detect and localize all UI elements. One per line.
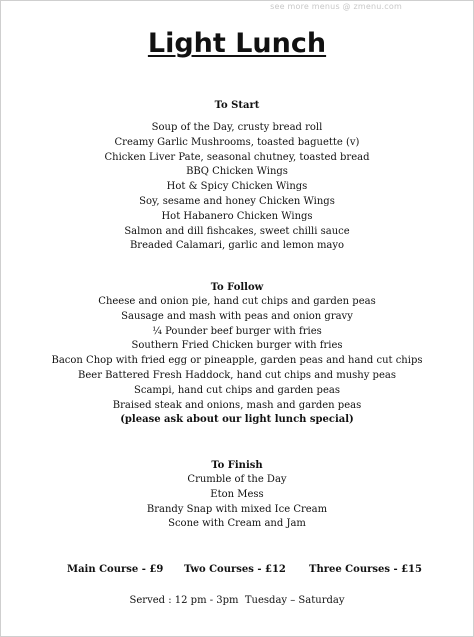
section-heading-to-start: To Start [214, 100, 260, 111]
menu-item: Hot & Spicy Chicken Wings [166, 181, 308, 193]
menu-item: Sausage and mash with peas and onion gravy [121, 310, 353, 322]
menu-item: Braised steak and onions, mash and garden peas [112, 399, 362, 411]
menu-item: ¼ Pounder beef burger with fries [152, 325, 322, 337]
menu-item: Southern Fried Chicken burger with fries [131, 340, 343, 352]
menu-item: Soup of the Day, crusty bread roll [151, 122, 323, 133]
menu-item: Chicken Liver Pate, seasonal chutney, toasted bread [104, 151, 370, 163]
price-main-course: Main Course - £9 [67, 564, 164, 575]
menu-item: Cheese and onion pie, hand cut chips and garden peas [98, 296, 376, 307]
section-to-finish [0, 458, 474, 532]
menu-item: Brandy Snap with mixed Ice Cream [146, 503, 328, 515]
section-to-follow [0, 280, 474, 428]
menu-item: BBQ Chicken Wings [186, 166, 288, 178]
menu-item: Scone with Cream and Jam [168, 518, 306, 530]
menu-item: Soy, sesame and honey Chicken Wings [139, 195, 335, 207]
menu-item: Salmon and dill fishcakes, sweet chilli sauce [124, 225, 350, 237]
menu-item: Scampi, hand cut chips and garden peas [134, 384, 340, 396]
watermark-text: see more menus @ zmenu.com [270, 2, 402, 11]
menu-item: Eton Mess [210, 488, 264, 500]
section-to-start [0, 98, 474, 254]
menu-title: Light Lunch [147, 28, 327, 59]
menu-item: Hot Habanero Chicken Wings [161, 210, 313, 222]
menu-item: Crumble of the Day [187, 474, 287, 485]
section-heading-to-finish: To Finish [211, 460, 263, 471]
price-three-courses: Three Courses - £15 [309, 564, 422, 575]
section-heading-to-follow: To Follow [210, 282, 264, 293]
menu-item: Beer Battered Fresh Haddock, hand cut chips and mushy peas [78, 369, 396, 381]
menu-item: Breaded Calamari, garlic and lemon mayo [129, 240, 345, 252]
menu-item: Bacon Chop with fried egg or pineapple, garden peas and hand cut chips [51, 355, 423, 367]
special-note: (please ask about our light lunch special) [120, 414, 354, 426]
price-two-courses: Two Courses - £12 [184, 564, 286, 575]
menu-item: Creamy Garlic Mushrooms, toasted baguette (v) [114, 136, 360, 148]
spacer [0, 113, 474, 121]
serving-times: Served : 12 pm - 3pm Tuesday – Saturday [129, 595, 345, 606]
